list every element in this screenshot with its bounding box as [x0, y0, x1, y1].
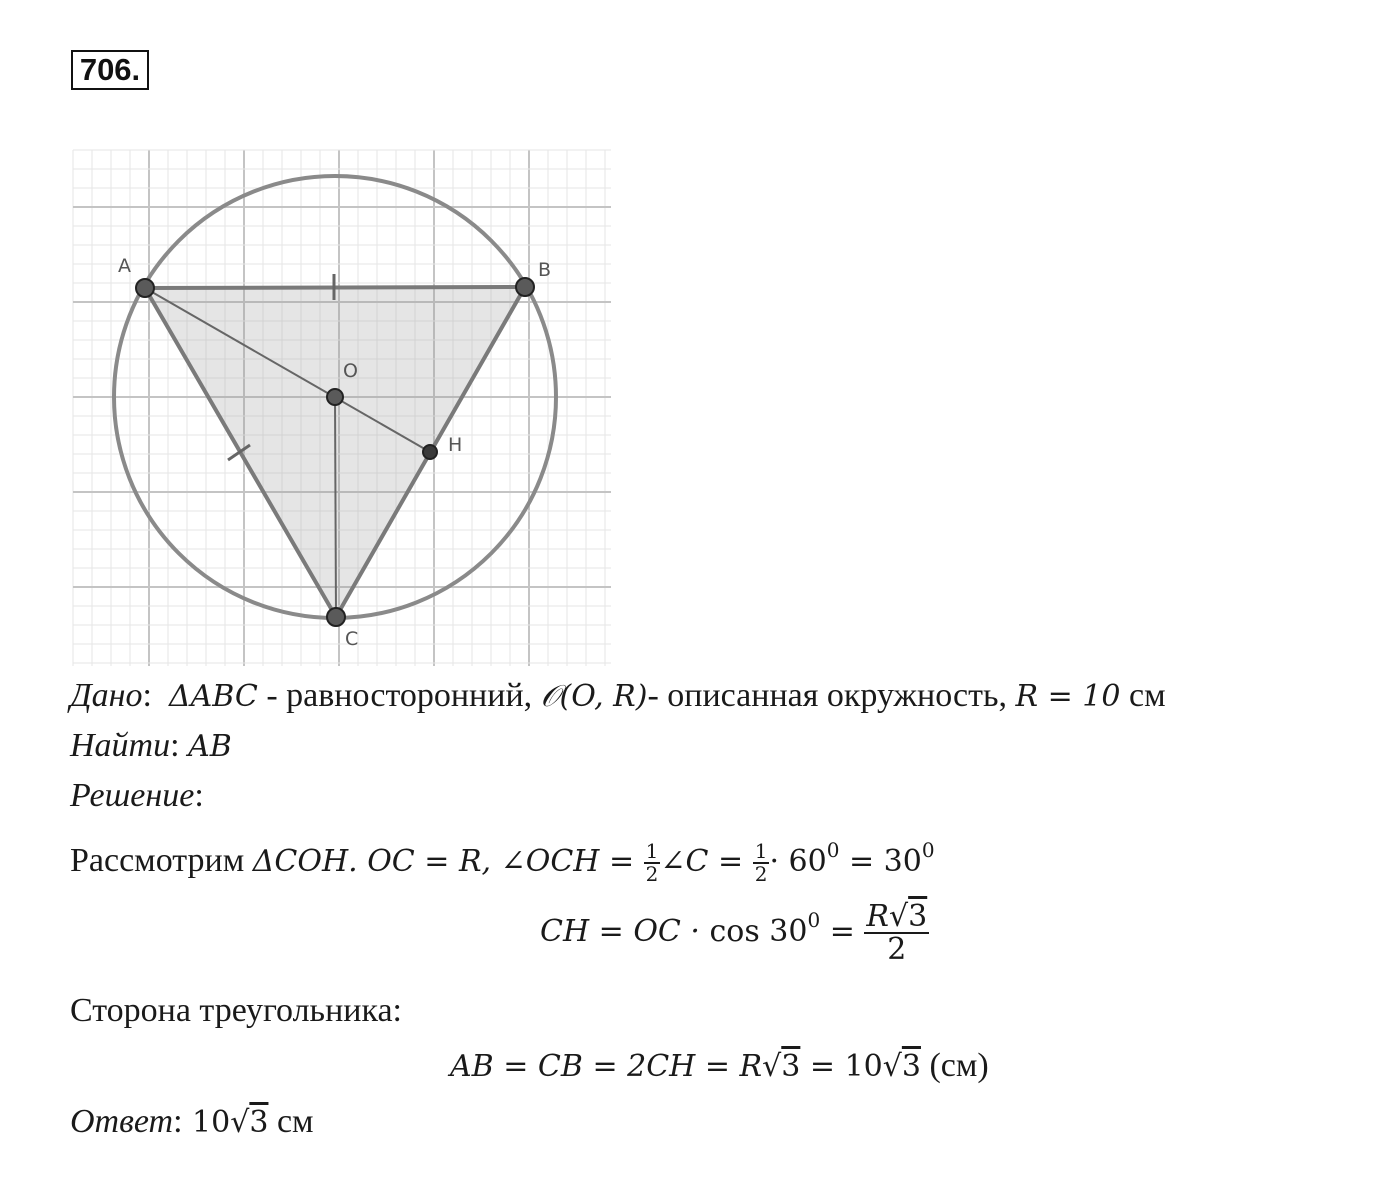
step1-triangle: ΔCOH — [252, 844, 349, 879]
problem-number: 706. — [71, 50, 149, 90]
segment-oc — [335, 397, 336, 617]
step1-fraction2 — [753, 841, 770, 885]
step1-line — [70, 830, 935, 885]
frac1-den: 2 — [645, 862, 659, 887]
step2-line — [540, 900, 929, 966]
step2-num-r: R — [866, 898, 889, 934]
find-colon: : — [170, 727, 180, 764]
step1-text: Рассмотрим — [70, 842, 253, 879]
step1-fraction1 — [644, 841, 661, 885]
given-text1: - равносторонний, — [257, 677, 541, 714]
step2-cos: cos 30 — [709, 914, 808, 949]
given-line — [70, 676, 1166, 717]
solution-colon: : — [194, 777, 204, 814]
point-a — [136, 279, 154, 297]
step1-sup1: 0 — [826, 838, 840, 862]
point-b — [516, 278, 534, 296]
find-line — [70, 726, 232, 767]
given-triangle: ΔABC — [168, 679, 258, 714]
point-c — [327, 608, 345, 626]
geometry-figure — [0, 0, 640, 680]
step2-num-root: 3 — [908, 898, 928, 934]
given-unit: см — [1120, 677, 1166, 714]
label-o: O — [343, 360, 358, 382]
step2-lhs: CH = OC · — [540, 914, 710, 949]
label-a: A — [118, 255, 131, 277]
step3-sqrt2: √3 — [882, 1049, 921, 1084]
step1-expr2: ∠C = — [660, 844, 753, 879]
label-b: B — [538, 259, 552, 281]
step1-expr3: · 60 — [769, 844, 827, 879]
step2-frac-den: 2 — [887, 932, 907, 968]
answer-label: Ответ — [70, 1103, 174, 1140]
answer-root: 3 — [249, 1105, 269, 1140]
label-c: C — [345, 628, 359, 650]
answer-value: 10 — [182, 1105, 231, 1140]
step3-mid: = 10 — [800, 1049, 883, 1084]
find-label: Найти — [70, 727, 171, 764]
given-label: Дано — [70, 677, 143, 714]
step3-root1: 3 — [781, 1049, 801, 1084]
answer-colon: : — [173, 1103, 183, 1140]
step1-expr1: . OC = R, ∠OCH = — [348, 844, 644, 879]
frac2-den: 2 — [754, 862, 768, 887]
step3-expr: AB = CB = 2CH = R — [450, 1049, 763, 1084]
answer-line — [70, 1102, 314, 1143]
point-o — [327, 389, 343, 405]
answer-sqrt: √3 — [230, 1105, 269, 1140]
step3-unit: (см) — [920, 1047, 989, 1084]
given-radius: R = 10 — [1015, 679, 1121, 714]
label-h: H — [448, 434, 463, 456]
step1-sup2: 0 — [921, 838, 935, 862]
frac2-num: 1 — [754, 839, 768, 864]
step2-eq: = — [820, 914, 865, 949]
frac1-num: 1 — [645, 839, 659, 864]
step3-line — [450, 1046, 989, 1087]
solution-label: Решение — [70, 777, 195, 814]
given-circle: 𝒪(O, R) — [540, 679, 648, 714]
step2-sup: 0 — [807, 908, 821, 932]
given-colon: : — [142, 677, 152, 714]
step1-expr4: = 30 — [839, 844, 922, 879]
step2-frac-num: R√3 — [866, 898, 928, 934]
step3-sqrt1: √3 — [762, 1049, 801, 1084]
side-label: Сторона треугольника: — [70, 992, 402, 1029]
find-value: AB — [188, 729, 232, 764]
point-h — [423, 445, 437, 459]
step3-root2: 3 — [901, 1049, 921, 1084]
solution-heading — [70, 776, 204, 816]
answer-unit: см — [268, 1103, 314, 1140]
step2-fraction — [864, 898, 929, 968]
given-text2: - описанная окружность, — [647, 677, 1016, 714]
